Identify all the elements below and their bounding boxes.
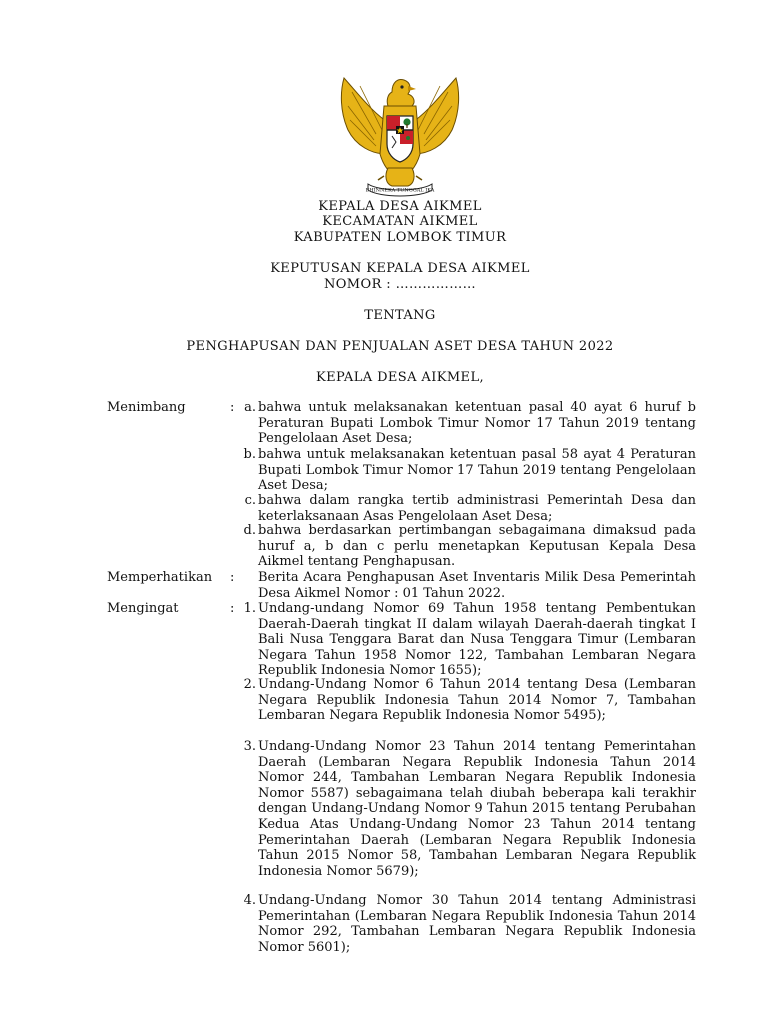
menimbang-item-d-marker: d. <box>243 523 256 538</box>
menimbang-item-c-text: bahwa dalam rangka tertib administrasi Pemerintah Desa dan keterlaksanaan Asas Pengelolaan Aset Desa; <box>258 493 696 524</box>
about-heading: TENTANG <box>364 308 436 323</box>
menimbang-item-a-text: bahwa untuk melaksanakan ketentuan pasal 40 ayat 6 huruf b Peraturan Bupati Lombok Timur Nomor 17 Tahun 2019 tentang Pengelolaan Aset Desa; <box>258 400 696 447</box>
menimbang-item-a-marker: a. <box>244 400 256 415</box>
mengingat-item-2-text: Undang-Undang Nomor 6 Tahun 2014 tentang Desa (Lembaran Negara Republik Indonesia Tahun 2014 Nomor 7, Tambahan Lembaran Negara Republik Indonesia Nomor 5495); <box>258 677 696 724</box>
mengingat-item-3-marker: 3. <box>243 739 256 754</box>
menimbang-label: Menimbang <box>107 400 186 415</box>
menimbang-item-d-text: bahwa berdasarkan pertimbangan sebagaimana dimaksud pada huruf a, b dan c perlu menetapkan Keputusan Kepala Desa Aikmel tentang Penghapusan. <box>258 523 696 570</box>
header-line-1: KEPALA DESA AIKMEL <box>318 199 482 214</box>
menimbang-item-b-text: bahwa untuk melaksanakan ketentuan pasal 58 ayat 4 Peraturan Bupati Lombok Timur Nomor 17 Tahun 2019 tentang Pengelolaan Aset Desa; <box>258 447 696 494</box>
issuing-authority: KEPALA DESA AIKMEL, <box>315 370 485 385</box>
menimbang-item-b-marker: b. <box>243 447 256 462</box>
mengingat-label: Mengingat <box>107 601 179 616</box>
decree-number: NOMOR : ……………… <box>323 277 477 292</box>
decree-subject: PENGHAPUSAN DAN PENJUALAN ASET DESA TAHUN 2022 <box>186 339 614 354</box>
mengingat-colon: : <box>230 601 235 616</box>
garuda-pancasila-emblem <box>332 72 468 198</box>
mengingat-item-3-text: Undang-Undang Nomor 23 Tahun 2014 tentang Pemerintahan Daerah (Lembaran Negara Republik Indonesia Tahun 2014 Nomor 244, Tambahan Lembaran Negara Republik Indonesia Nomor 5587) sebagaimana telah diubah beberapa kali terakhir dengan Undang-Undang Nomor 9 Tahun 2015 tentang Perubahan Kedua Atas Undang-Undang Nomor 23 Tahun 2014 tentang Pemerintahan Daerah (Lembaran Negara Republik Indonesia Tahun 2015 Nomor 58, Tambahan Lembaran Negara Republik Indonesia Nomor 5679); <box>258 739 696 879</box>
menimbang-colon: : <box>230 400 235 415</box>
memperhatikan-label: Memperhatikan <box>107 570 213 585</box>
menimbang-item-c-marker: c. <box>244 493 256 508</box>
memperhatikan-colon: : <box>230 570 235 585</box>
header-line-2: KECAMATAN AIKMEL <box>322 214 478 229</box>
mengingat-item-4-text: Undang-Undang Nomor 30 Tahun 2014 tentang Administrasi Pemerintahan (Lembaran Negara Republik Indonesia Tahun 2014 Nomor 292, Tambahan Lembaran Negara Republik Indonesia Nomor 5601); <box>258 893 696 955</box>
decree-title: KEPUTUSAN KEPALA DESA AIKMEL <box>270 261 530 276</box>
memperhatikan-text: Berita Acara Penghapusan Aset Inventaris Milik Desa Pemerintah Desa Aikmel Nomor : 01 Tahun 2022. <box>258 570 696 601</box>
mengingat-item-4-marker: 4. <box>243 893 256 908</box>
mengingat-item-2-marker: 2. <box>243 677 256 692</box>
mengingat-item-1-text: Undang-undang Nomor 69 Tahun 1958 tentang Pembentukan Daerah-Daerah tingkat II dalam wilayah Daerah-daerah tingkat I Bali Nusa Tenggara Barat dan Nusa Tenggara Timur (Lembaran Negara Tahun 1958 Nomor 122, Tambahan Lembaran Negara Republik Indonesia Nomor 1655); <box>258 601 696 679</box>
mengingat-item-1-marker: 1. <box>243 601 256 616</box>
emblem-motto: BHINNEKA TUNGGAL IKA <box>365 187 435 194</box>
header-line-3: KABUPATEN LOMBOK TIMUR <box>293 230 507 245</box>
